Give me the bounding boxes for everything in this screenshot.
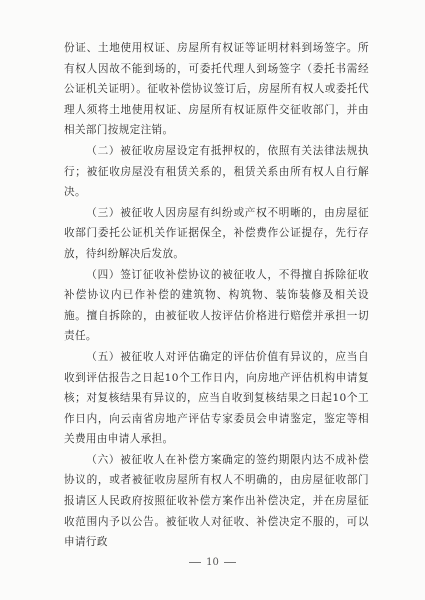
paragraph-item-5: （五）被征收人对评估确定的评估价值有异议的，应当自收到评估报告之日起10个工作日内，向房地产评估机构申请复核；对复核结果有异议的，应当自收到复核结果之日起10个工作日内，向云南省房地产评估专家委员会申请鉴定，鉴定等相关费用由申请人承担。 — [64, 350, 369, 446]
footer-dash-left — [189, 562, 201, 563]
paragraph-item-2: （二）被征收房屋设定有抵押权的，依照有关法律法规执行；被征收房屋没有租赁关系的，租赁关系由所有权人自行解决。 — [64, 144, 369, 199]
footer-dash-right — [224, 562, 236, 563]
page-footer — [0, 557, 425, 568]
paragraph-item-3: （三）被征收人因房屋有纠纷或产权不明晰的，由房屋征收部门委托公证机关作证据保全，补偿费作公证提存，先行存放，待纠纷解决后发放。 — [64, 206, 369, 260]
paragraph-continued: 份证、土地使用权证、房屋所有权证等证明材料到场签字。所有权人因故不能到场的，可委托代理人到场签字（委托书需经公证机关证明）。征收补偿协议签订后，房屋所有权人或委托代理人须将土地使用权证、房屋所有权证原件交征收部门，并由相关部门按规定注销。 — [64, 42, 369, 137]
paragraph-item-4: （四）签订征收补偿协议的被征收人，不得擅自拆除征收补偿协议内已作补偿的建筑物、构筑物、装饰装修及相关设施。擅自拆除的，由被征收人按评估价格进行赔偿并承担一切责任。 — [64, 268, 369, 343]
paragraph-item-6: （六）被征收人在补偿方案确定的签约期限内达不成补偿协议的，或者被征收房屋所有权人不明确的，由房屋征收部门报请区人民政府按照征收补偿方案作出补偿决定，并在房屋征收范围内予以公告。被征收人对征收、补偿决定不服的，可以申请行政 — [64, 453, 369, 549]
page-number: 10 — [206, 557, 219, 568]
document-body — [64, 38, 369, 553]
